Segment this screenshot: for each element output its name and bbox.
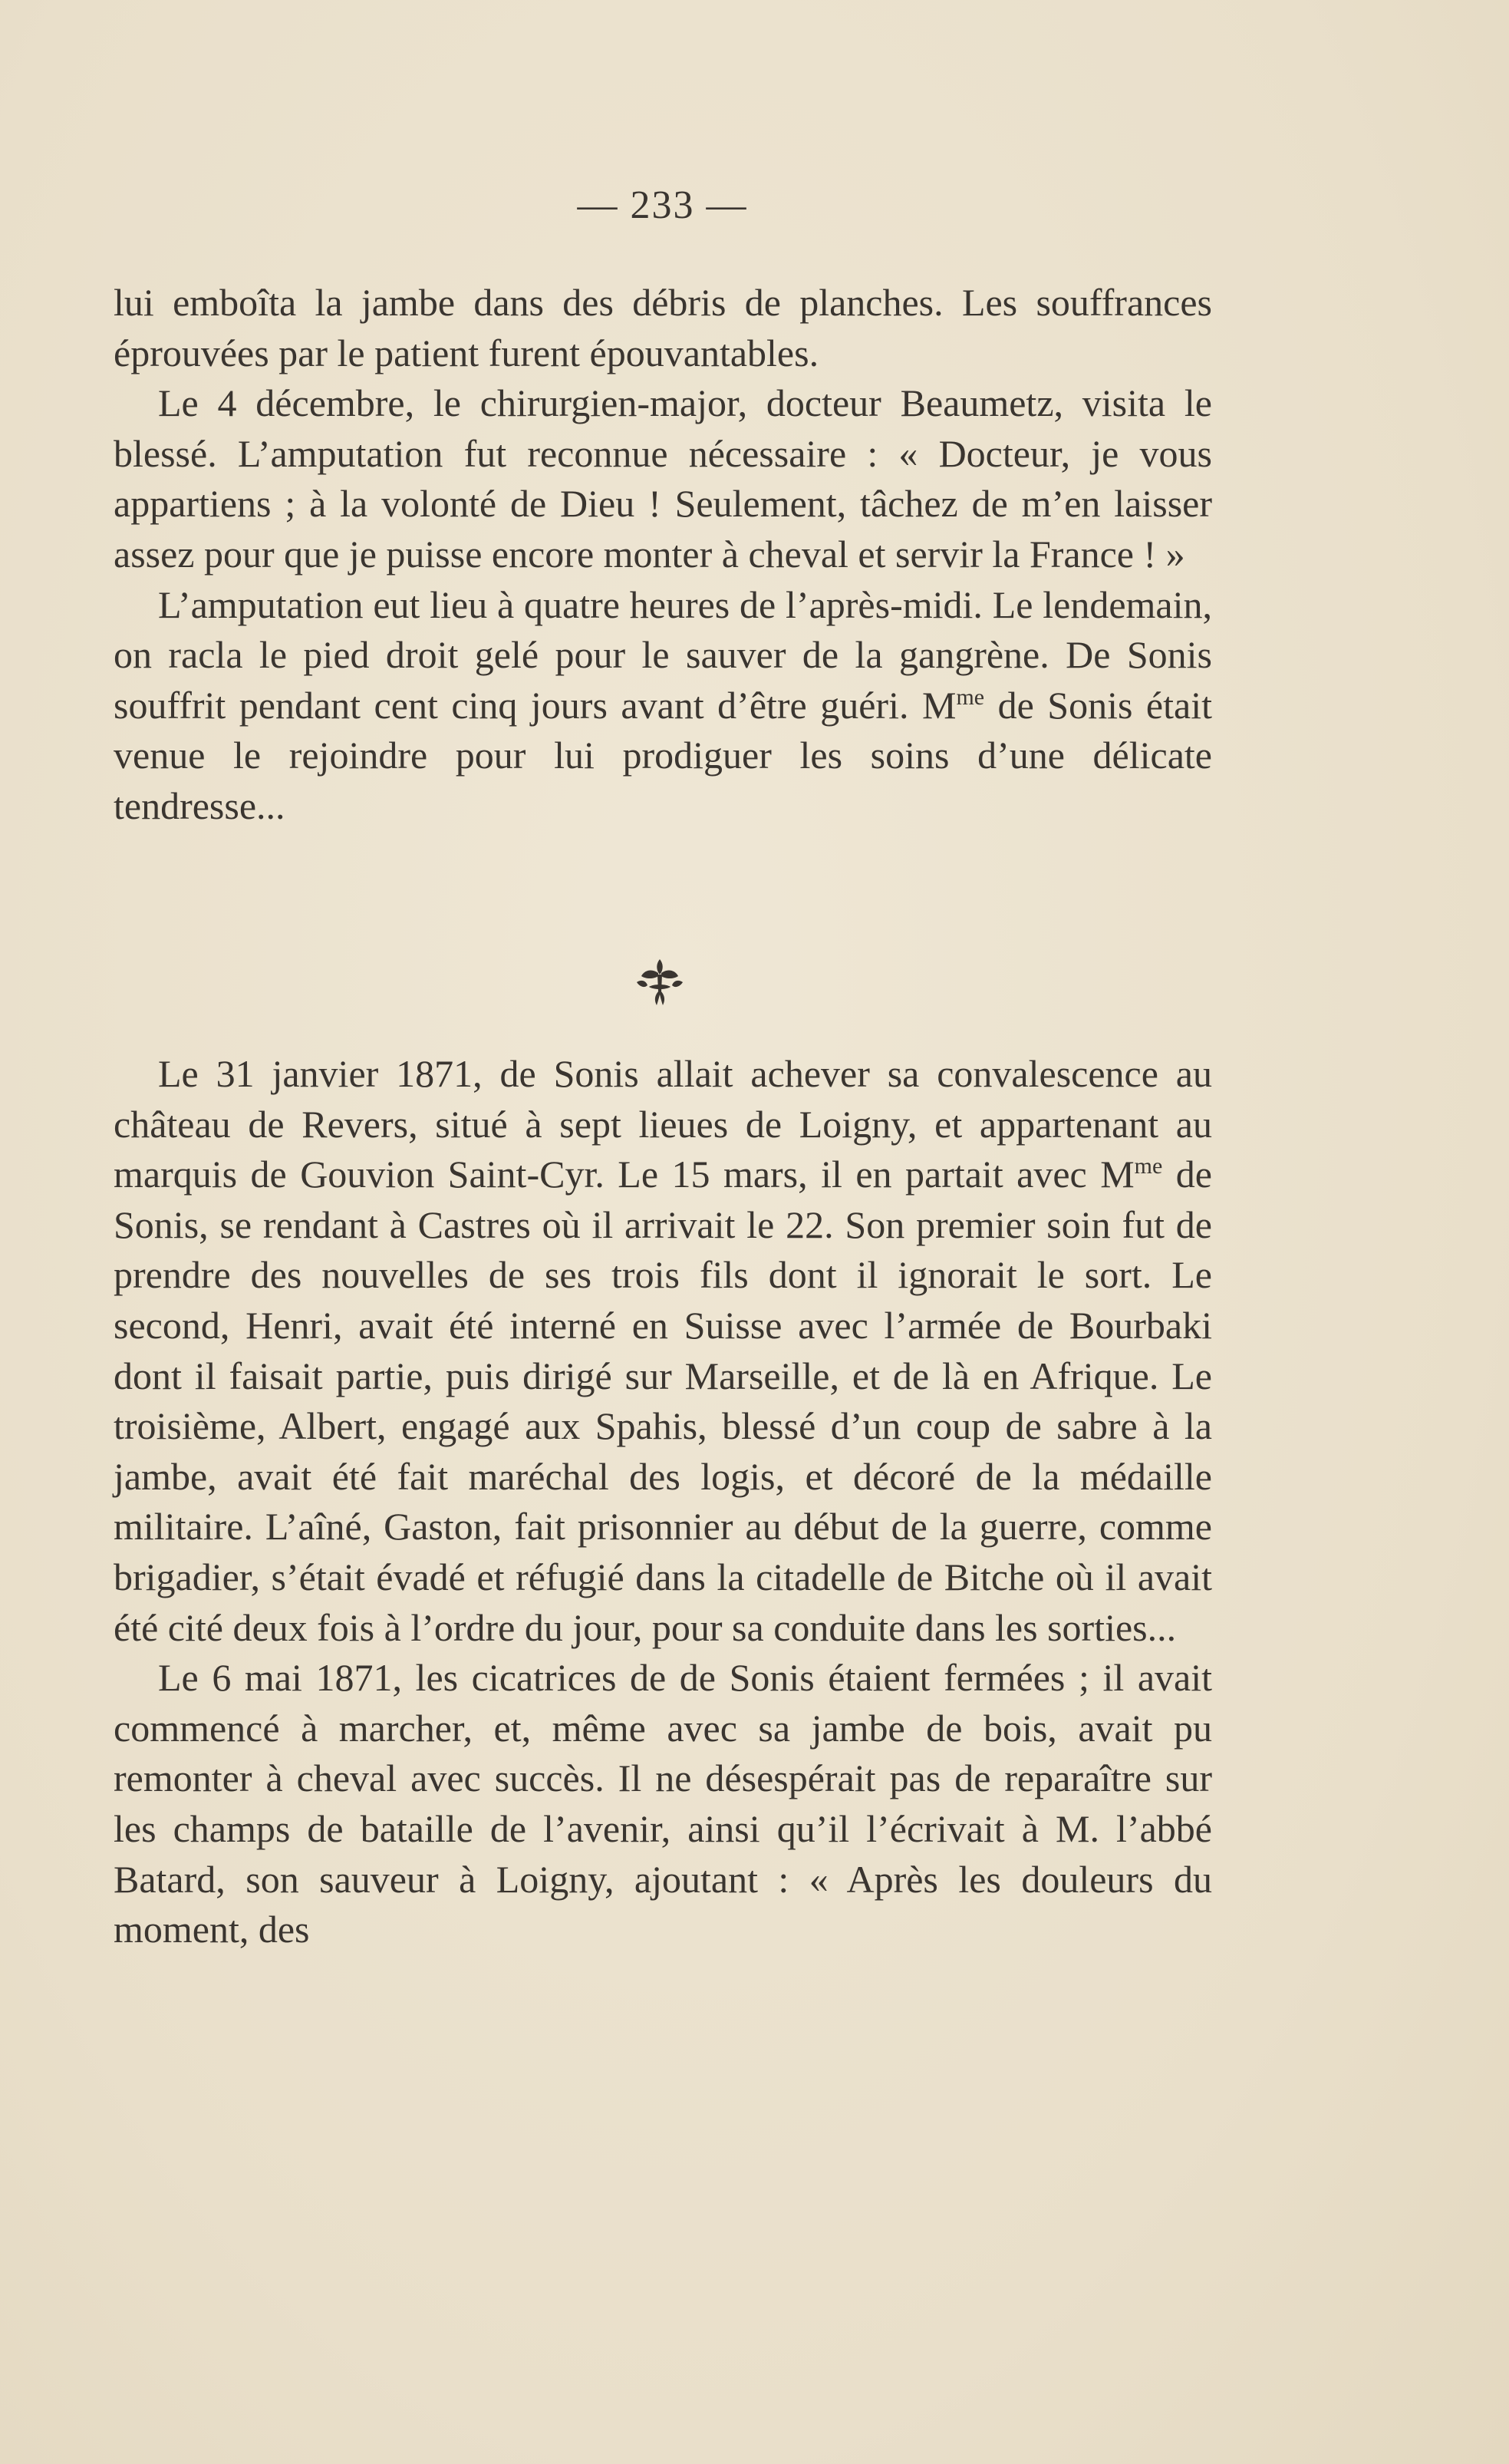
paragraph-text: de Sonis, se rendant à Castres où il arrivait le 22. Son premier soin fut de prendre des nouvelles de ses trois fils dont il ignorait le sort. Le second, Henri, avait été interné en Suisse avec l’armée de Bourbaki dont il faisait partie, puis dirigé sur Marseille, et de là en Afrique. Le troisième, Albert, engagé aux Spahis, blessé d’un coup de sabre à la jambe, avait été fait maréchal des logis, et décoré de la médaille militaire. L’aîné, Gaston, fait prisonnier au début de la guerre, comme brigadier, s’était évadé et réfugié dans la citadelle de Bitche où il avait été cité deux fois à l’ordre du jour, pour sa conduite dans les sorties... <box>114 1153 1212 1649</box>
text-section-1 <box>114 278 1212 832</box>
paragraph-text: de Sonis était venue le rejoindre pour lui prodiguer les soins d’une délicate tendresse... <box>114 683 1212 827</box>
paragraph: Le 6 mai 1871, les cicatrices de de Sonis étaient fermées ; il avait commencé à marcher, et, même avec sa jambe de bois, avait pu remonter à cheval avec succès. Il ne désespérait pas de reparaître sur les champs de bataille de l’avenir, ainsi qu’il l’écrivait à M. l’abbé Batard, son sauveur à Loigny, ajoutant : « Après les douleurs du moment, des <box>114 1656 1212 1951</box>
fleuron-icon <box>631 956 689 1008</box>
paragraph-text: Le 31 janvier 1871, de Sonis allait achever sa convalescence au château de Revers, situé à sept lieues de Loigny, et appartenant au marquis de Gouvion Saint-Cyr. Le 15 mars, il en partait avec M <box>114 1052 1212 1196</box>
paragraph <box>114 1049 1212 1653</box>
paragraph-text: L’amputation eut lieu à quatre heures de l’après-midi. Le lendemain, on racla le pied droit gelé pour le sauver de la gangrène. De Sonis souffrit pendant cent cinq jours avant d’être guéri. M <box>114 582 1212 727</box>
paragraph: Le 4 décembre, le chirurgien-major, docteur Beaumetz, visita le blessé. L’amputation fut reconnue nécessaire : « Docteur, je vous appartiens ; à la volonté de Dieu ! Seulement, tâchez de m’en laisser assez pour que je puisse encore monter à cheval et servir la France ! » <box>114 381 1212 576</box>
superscript: me <box>956 684 985 710</box>
paragraph: lui emboîta la jambe dans des débris de planches. Les souffrances éprouvées par le patient furent épouvantables. <box>114 281 1212 374</box>
page-number: — 233 — <box>577 183 748 227</box>
superscript: me <box>1134 1153 1163 1179</box>
text-section-2 <box>114 1049 1212 1955</box>
paragraph <box>114 580 1212 832</box>
